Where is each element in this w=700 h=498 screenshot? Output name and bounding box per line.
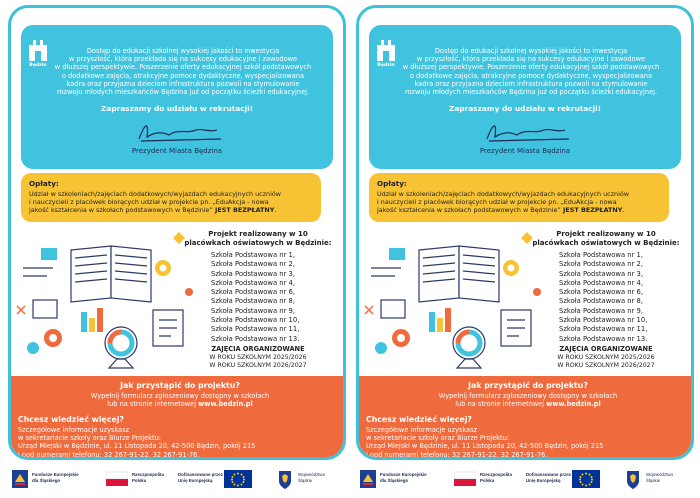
eu-flag-icon: [572, 468, 600, 490]
classes-title: ZAJĘCIA ORGANIZOWANE: [559, 345, 653, 353]
contact-section: [359, 376, 694, 460]
join-text: Wypełnij formularz zgłoszeniowy dostępny w szkołach lub na stronie internetowej www.bedzin.pl: [438, 392, 618, 409]
intro-text: Dostęp do edukacji szkolnej wysokiej jakości to inwestycja w przyszłość, która przekłada się na sukcesy edukacyjne i zawodowe w dłuższej perspektywie. Poszerzenie oferty edukacyjnej szkół podstawowych o dodatkowe zajęcia, atrakcyjne pomoce dydaktyczne, wyspecjalizowana kadra oraz przyjazna dzieciom infrastruktura pozwoli na stymulowanie rozwoju młodych mieszkańców Będzina już od początku ścieżki edukacyjnej.: [54, 47, 312, 97]
list-item: Szkoła Podstawowa nr 6,: [559, 288, 644, 297]
poland-logo-text: Rzeczpospolita Polska: [132, 472, 164, 483]
silesia-logo-text: Województwo Śląskie: [298, 472, 326, 483]
fees-section: [21, 173, 321, 222]
footer-logos-left: [8, 462, 346, 496]
fees-title: Opłaty:: [377, 179, 407, 188]
poster-right: [356, 5, 694, 460]
logo-text: Będzin: [377, 63, 395, 68]
list-item: Szkoła Podstawowa nr 10,: [559, 316, 648, 325]
contact-section: [11, 376, 346, 460]
eu-funds-logo-icon: [12, 468, 28, 490]
join-title: Jak przystąpić do projektu?: [468, 381, 588, 390]
fees-text: Udział w szkoleniach/zajęciach dodatkowych/wyjazdach edukacyjnych uczniów i nauczycieli z placówek biorących udział w projekcie pn. „EduAkcja - nowa jakość kształcenia w szkołach podstawowych w Będzinie” JEST BEZPŁATNY.: [29, 190, 281, 215]
fees-title: Opłaty:: [29, 179, 59, 188]
list-item: Szkoła Podstawowa nr 8,: [559, 297, 644, 306]
list-item: Szkoła Podstawowa nr 9,: [211, 306, 296, 315]
join-title: Jak przystąpić do projektu?: [120, 381, 240, 390]
poland-logo-text: Rzeczpospolita Polska: [480, 472, 512, 483]
school-list: [211, 251, 299, 344]
project-title: Projekt realizowany w 10 placówkach oświatowych w Będzinie:: [532, 230, 680, 247]
eu-cofinanced-text: Dofinansowane przez Unię Europejską: [526, 472, 571, 483]
school-year-2: W ROKU SZKOLNYM 2026/2027: [209, 362, 307, 369]
school-year-1: W ROKU SZKOLNYM 2025/2026: [557, 354, 655, 361]
silesia-crest-icon: [626, 468, 640, 490]
list-item: Szkoła Podstawowa nr 8,: [211, 297, 296, 306]
website-link[interactable]: www.bedzin.pl: [198, 400, 253, 409]
website-link[interactable]: www.bedzin.pl: [546, 400, 601, 409]
poland-flag-icon: [106, 468, 128, 490]
more-info-title: Chcesz wiedzieć więcej?: [366, 415, 472, 424]
signer-title: Prezydent Miasta Będzina: [479, 147, 571, 155]
intro-section: [21, 25, 333, 169]
list-item: Szkoła Podstawowa nr 6,: [211, 288, 296, 297]
join-text: Wypełnij formularz zgłoszeniowy dostępny w szkołach lub na stronie internetowej www.bedzin.pl: [90, 392, 270, 409]
eu-cofinanced-text: Dofinansowane przez Unię Europejską: [178, 472, 223, 483]
poland-flag-icon: [454, 468, 476, 490]
intro-section: [369, 25, 681, 169]
list-item: Szkoła Podstawowa nr 2,: [211, 260, 296, 269]
project-title: Projekt realizowany w 10 placówkach oświatowych w Będzinie:: [184, 230, 332, 247]
list-item: Szkoła Podstawowa nr 11,: [211, 325, 300, 334]
list-item: Szkoła Podstawowa nr 11,: [559, 325, 648, 334]
school-year-2: W ROKU SZKOLNYM 2026/2027: [557, 362, 655, 369]
fees-text: Udział w szkoleniach/zajęciach dodatkowych/wyjazdach edukacyjnych uczniów i nauczycieli z placówek biorących udział w projekcie pn. „EduAkcja - nowa jakość kształcenia w szkołach podstawowych w Będzinie” JEST BEZPŁATNY.: [377, 190, 629, 215]
school-year-1: W ROKU SZKOLNYM 2025/2026: [209, 354, 307, 361]
footer-logos-right: [356, 462, 694, 496]
mayor-signature: [21, 115, 333, 145]
signer-title: Prezydent Miasta Będzina: [131, 147, 223, 155]
more-info-text: Szczegółowe informacje uzyskasz w sekretariacie szkoły oraz Biurze Projektu: Urząd Miejski w Będzinie, ul. 11 Listopada 20, 42-500 Będzin, pokój 215 i pod numerami telefonu: 32 267-91-22, 32 267-91-76.: [18, 426, 256, 459]
silesia-crest-icon: [278, 468, 292, 490]
mayor-signature: [369, 115, 681, 145]
list-item: Szkoła Podstawowa nr 9,: [559, 306, 644, 315]
list-item: Szkoła Podstawowa nr 3,: [211, 269, 296, 278]
list-item: Szkoła Podstawowa nr 1,: [559, 251, 644, 259]
list-item: Szkoła Podstawowa nr 4,: [559, 278, 644, 287]
list-item: Szkoła Podstawowa nr 13.: [211, 334, 300, 343]
eu-funds-logo-text: Fundusze Europejskie dla Śląskiego: [380, 472, 427, 483]
list-item: Szkoła Podstawowa nr 13.: [559, 334, 648, 343]
logo-text: Będzin: [29, 63, 47, 68]
more-info-text: Szczegółowe informacje uzyskasz w sekretariacie szkoły oraz Biurze Projektu: Urząd Miejski w Będzinie, ul. 11 Listopada 20, 42-500 Będzin, pokój 215 i pod numerami telefonu: 32 267-91-22, 32 267-91-76.: [366, 426, 604, 459]
fees-section: [369, 173, 669, 222]
list-item: Szkoła Podstawowa nr 1,: [211, 251, 296, 259]
more-info-title: Chcesz wiedzieć więcej?: [18, 415, 124, 424]
list-item: Szkoła Podstawowa nr 3,: [559, 269, 644, 278]
list-item: Szkoła Podstawowa nr 10,: [211, 316, 300, 325]
classes-title: ZAJĘCIA ORGANIZOWANE: [211, 345, 305, 353]
poster-left: [8, 5, 346, 460]
recruitment-invite: Zapraszamy do udziału w rekrutacji!: [100, 104, 254, 113]
list-item: Szkoła Podstawowa nr 2,: [559, 260, 644, 269]
recruitment-invite: Zapraszamy do udziału w rekrutacji!: [448, 104, 602, 113]
eu-funds-logo-text: Fundusze Europejskie dla Śląskiego: [32, 472, 79, 483]
silesia-logo-text: Województwo Śląskie: [646, 472, 674, 483]
intro-text: Dostęp do edukacji szkolnej wysokiej jakości to inwestycja w przyszłość, która przekłada się na sukcesy edukacyjne i zawodowe w dłuższej perspektywie. Poszerzenie oferty edukacyjnej szkół podstawowych o dodatkowe zajęcia, atrakcyjne pomoce dydaktyczne, wyspecjalizowana kadra oraz przyjazna dzieciom infrastruktura pozwoli na stymulowanie rozwoju młodych mieszkańców Będzina już od początku ścieżki edukacyjnej.: [402, 47, 660, 97]
eu-funds-logo-icon: [360, 468, 376, 490]
list-item: Szkoła Podstawowa nr 4,: [211, 278, 296, 287]
eu-flag-icon: [224, 468, 252, 490]
school-list: [559, 251, 647, 344]
